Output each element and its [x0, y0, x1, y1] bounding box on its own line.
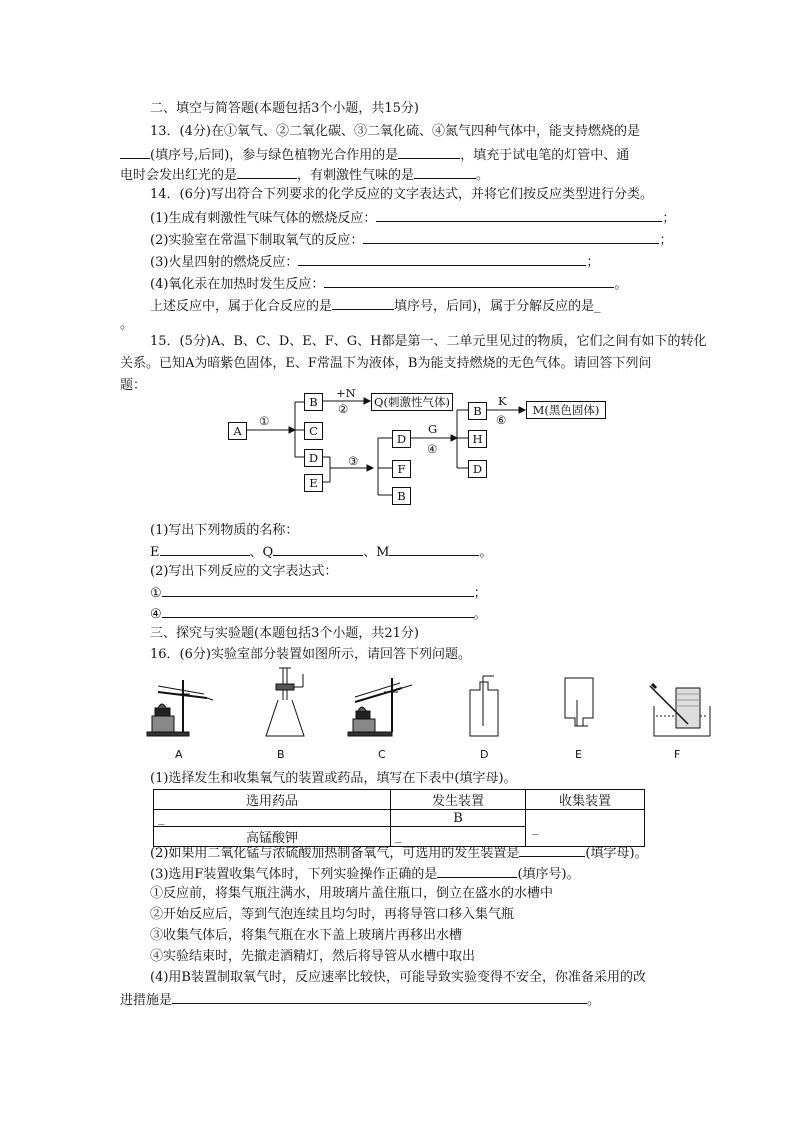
q15-line3: 题： [120, 378, 147, 393]
q13-line1: 13．(4分)在①氧气、②二氧化碳、③二氧化硫、④氮气四种气体中，能支持燃烧的是 [150, 124, 640, 139]
q15-names: E 、Q 、M 。 [150, 545, 493, 560]
q16-op1: ①反应前，将集气瓶注满水，用玻璃片盖住瓶口，倒立在盛水的水槽中 [150, 886, 554, 901]
q14-item3: (3)火星四射的燃烧反应： ； [150, 255, 600, 270]
q16-part4-line2: 进措施是 。 [120, 993, 601, 1008]
apparatus-a [147, 680, 213, 736]
node-d2: D [392, 430, 411, 448]
node-b: B [304, 393, 323, 411]
node-m: M(黑色固体) [526, 401, 606, 419]
table-header-generator: 发生装置 [391, 790, 526, 810]
q14-summary: 上述反应中，属于化合反应的是 填序号，后同)，属于分解反应的是_ [150, 299, 601, 314]
node-d3: D [468, 460, 487, 478]
q14-item2: (2)实验室在常温下制取氧气的反应： ； [150, 233, 673, 248]
q16-part4: (4)用B装置制取氧气时，反应速率比较快，可能导致实验变得不安全，你准备采用的改 [150, 970, 646, 985]
q16-op2: ②开始反应后，等到气泡连续且均匀时，再将导管口移入集气瓶 [150, 907, 515, 922]
q16-part3: (3)选用F装置收集气体时，下列实验操作正确的是 (填序号)。 [150, 867, 580, 882]
q16-blank4[interactable] [172, 991, 587, 1004]
apparatus-c [348, 678, 412, 736]
q16-op3: ③收集气体后，将集气瓶在水下盖上玻璃片再移出水槽 [150, 928, 463, 943]
q15-part2: (2)写出下列反应的文字表达式： [150, 564, 338, 579]
node-q: Q(刺激性气体) [371, 393, 453, 411]
q15-r4: ④ 。 [150, 607, 487, 622]
label-reaction-4: ④ [427, 442, 438, 456]
q15-r1: ① ； [150, 586, 487, 601]
label-reaction-6: ⑥ [496, 413, 507, 427]
node-b2: B [468, 402, 487, 420]
label-reaction-2: ② [338, 402, 349, 416]
q16-blank3[interactable] [437, 865, 517, 878]
q16-part2: (2)如果用二氧化锰与浓硫酸加热制备氧气，可选用的发生装置是 (填字母)。 [150, 846, 648, 861]
node-a: A [228, 422, 247, 440]
q16-intro: 16．(6分)实验室部分装置如图所示，请回答下列问题。 [150, 647, 471, 662]
q14-summary-end: 。 [120, 317, 134, 332]
q15-line1: 15．(5分)A、B、C、D、E、F、G、H都是第一、二单元里见过的物质，它们之间有如下的转化 [150, 334, 707, 349]
label-g: G [428, 422, 438, 436]
apparatus-label-a: A [175, 748, 183, 761]
section3-title: 三、探究与实验题(本题包括3个小题，共21分) [150, 626, 419, 641]
apparatus-label-d: D [480, 748, 489, 761]
q16-part1: (1)选择发生和收集氧气的装置或药品，填写在下表中(填字母)。 [150, 771, 517, 786]
table-header-collector: 收集装置 [526, 790, 645, 810]
apparatus-d [470, 676, 498, 736]
q13-line3: 电时会发出红光的是 ，有刺激性气味的是 。 [120, 168, 490, 183]
section2-title: 二、填空与简答题(本题包括3个小题，共15分) [150, 101, 419, 116]
q14-intro: 14．(6分)写出符合下列要求的化学反应的文字表达式，并将它们按反应类型进行分类。 [150, 187, 653, 202]
label-reaction-3: ③ [348, 454, 359, 468]
oxygen-table [153, 789, 645, 847]
q16-blank2[interactable] [519, 844, 585, 857]
apparatus-e [565, 678, 593, 726]
apparatus-label-e: E [575, 748, 582, 761]
q14-item1: (1)生成有刺激性气味气体的燃烧反应： ； [150, 211, 676, 226]
table-cell-generator-1[interactable]: B [391, 810, 526, 827]
node-d: D [304, 449, 323, 467]
apparatus-b [266, 668, 304, 736]
table-header-drug: 选用药品 [154, 790, 391, 810]
label-k: K [498, 394, 507, 408]
q15-part1: (1)写出下列物质的名称： [150, 523, 299, 538]
q14-item4: (4)氧化汞在加热时发生反应： 。 [150, 277, 628, 292]
node-e: E [304, 474, 323, 492]
table-cell-generator-2[interactable]: _ [391, 827, 526, 847]
q15-line2: 关系。已知A为暗紫色固体，E、F常温下为液体，B为能支持燃烧的无色气体。请回答下列问 [120, 356, 652, 371]
q16-op4: ④实验结束时，先撤走酒精灯，然后将导管从水槽中取出 [150, 949, 476, 964]
apparatus-label-f: F [674, 748, 681, 761]
label-plus-n: +N [336, 386, 356, 400]
apparatus-f [650, 684, 710, 736]
node-h: H [468, 430, 487, 448]
node-c: C [304, 422, 323, 440]
apparatus-label-b: B [277, 748, 285, 761]
q13-line2: (填序号,后同)，参与绿色植物光合作用的是 ，填充于试电笔的灯管中、通 [120, 146, 629, 164]
node-b3: B [392, 487, 411, 505]
label-reaction-1: ① [259, 414, 270, 428]
apparatus-label-c: C [378, 748, 386, 761]
node-f: F [392, 460, 411, 478]
table-cell-drug-1[interactable]: _ [154, 810, 391, 827]
table-cell-collector[interactable]: _ [526, 810, 645, 847]
table-cell-drug-2[interactable]: 高锰酸钾 [154, 827, 391, 847]
